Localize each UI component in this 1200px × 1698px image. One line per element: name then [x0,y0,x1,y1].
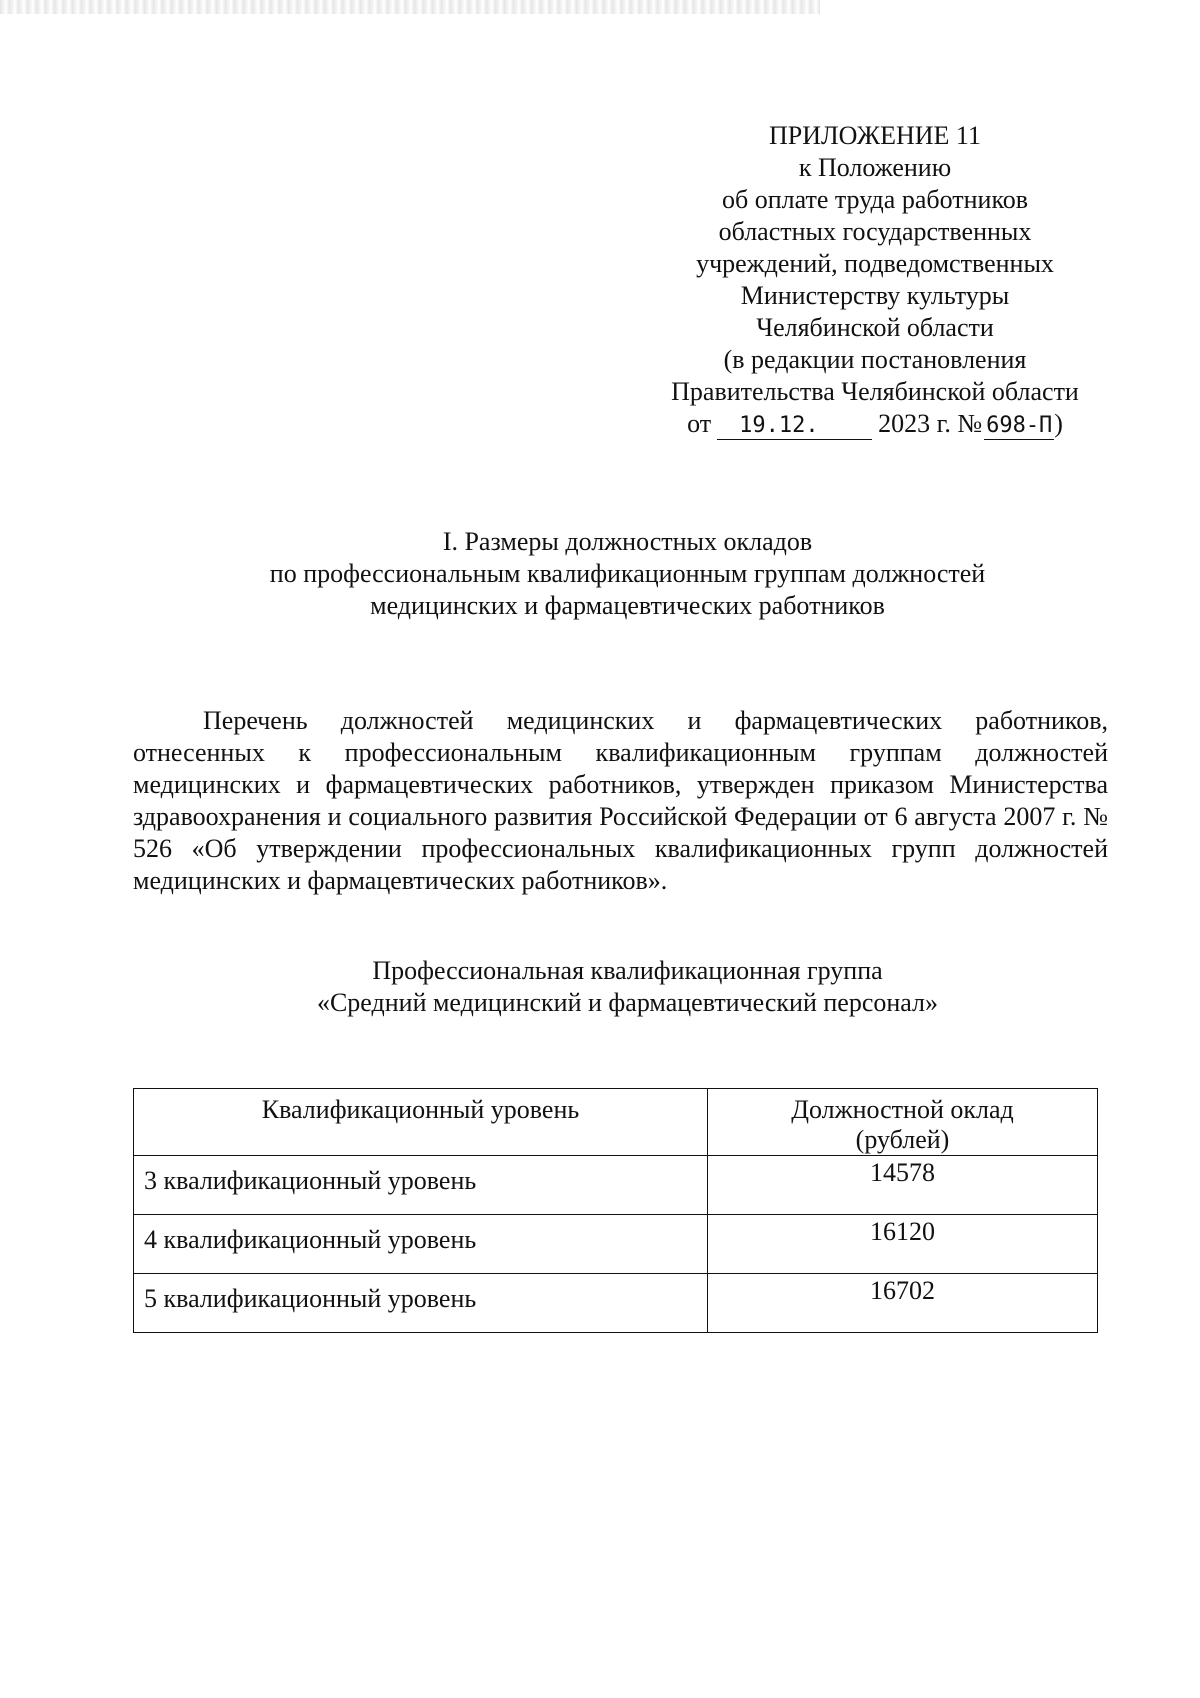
group-title-line: Профессиональная квалификационная группа [372,956,883,985]
approval-line: учреждений, подведомственных [696,249,1054,278]
approval-line: Челябинской области [756,313,994,342]
table-header-row [134,1089,1098,1156]
section-title-line: медицинских и фармацевтических работников [370,591,885,620]
header-salary-line: Должностной оклад [791,1095,1014,1124]
salary-cell: 16702 [708,1274,1098,1333]
approval-line: (в редакции постановления [723,345,1027,374]
resolution-number-field: 698-П [986,413,1053,438]
level-cell: 4 квалификационный уровень [134,1215,708,1274]
group-title [150,955,1105,1019]
level-cell: 5 квалификационный уровень [134,1274,708,1333]
approval-line: областных государственных [718,217,1032,246]
approval-line: об оплате труда работников [721,185,1029,214]
approval-line: к Положению [798,153,952,182]
date-prefix: от [687,409,712,438]
header-level: Квалификационный уровень [134,1089,708,1156]
salary-cell: 14578 [708,1156,1098,1215]
table-row [134,1274,1098,1333]
section-title [150,526,1105,622]
level-cell: 3 квалификационный уровень [134,1156,708,1215]
approval-block [630,120,1120,440]
date-suffix: ) [1054,409,1063,438]
table-row [134,1156,1098,1215]
table-row [134,1215,1098,1274]
salary-table [133,1088,1098,1333]
date-filled-field: 19.12. [717,413,872,440]
approval-line: Правительства Челябинской области [671,377,1079,406]
header-salary-unit: (рублей) [855,1125,950,1154]
body-paragraph: Перечень должностей медицинских и фармацевтических работников, отнесенных к профессиональным квалификационным группам должностей медицинских и фармацевтических работников, утвержден приказом Министерства здравоохранения и социального развития Российской Федерации от 6 августа 2007 г. № 526 «Об утверждении профессиональных квалификационных групп должностей медицинских и фармацевтических работников». [133,706,1108,895]
header-salary [708,1089,1098,1156]
approval-line: Министерству культуры [740,281,1010,310]
salary-cell: 16120 [708,1215,1098,1274]
section-title-line: I. Размеры должностных окладов [442,527,813,556]
appendix-title: ПРИЛОЖЕНИЕ 11 [769,121,981,150]
section-title-line: по профессиональным квалификационным группам должностей [269,559,986,588]
group-title-line: «Средний медицинский и фармацевтический персонал» [316,988,939,1017]
date-year: 2023 г. № [878,409,983,438]
scan-artifact [0,0,820,14]
approval-date-line [630,408,1120,440]
